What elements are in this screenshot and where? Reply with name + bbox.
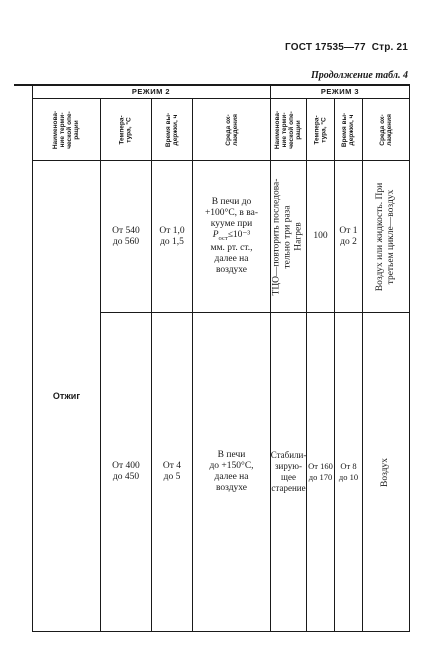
medium-line: кууме при <box>210 218 253 229</box>
table-continuation-note: Продолжение табл. 4 <box>310 70 408 81</box>
row2-m2-temp: От 400 до 450 <box>112 461 140 482</box>
col-header-medium: Среда ох- лаждения <box>224 113 239 146</box>
col-header-time: Время вы- держки, ч <box>165 112 179 147</box>
medium-line: мм. рт. ст., далее на воздухе <box>210 243 253 276</box>
medium-pressure: $P_{ост}\le 10^{-3}$ <box>212 229 251 242</box>
col-header-name-m3: Наименова- ние терми- ческой опе- рации <box>274 110 303 149</box>
row2-m3-medium: Воздух <box>380 457 391 487</box>
row1-m3-temp: 100 <box>313 231 328 241</box>
row1-m2-medium <box>193 161 270 312</box>
medium-line: +100°С, в ва- <box>204 207 259 218</box>
row2-m2-medium: В печи до +150°С, далее на воздухе <box>209 450 254 493</box>
standard-number: ГОСТ 17535—77 <box>285 42 366 53</box>
medium-line: В печи до <box>211 196 252 207</box>
col-header-time-m3: Время вы- держки, ч <box>341 112 356 147</box>
row1-m3-medium: Воздух или жидкость. При третьем цикле—воздух <box>375 182 396 291</box>
mode-2-header: РЕЖИМ 2 <box>131 87 171 96</box>
mode-3-header: РЕЖИМ 3 <box>320 87 360 96</box>
row2-m3-name: Стабили- зирую- щее старение <box>270 450 307 493</box>
col-header-medium-m3: Среда ох- лаждения <box>379 113 393 146</box>
row1-m3-name-a: ТЦО—повторить последова- тельно три раза <box>271 178 292 295</box>
row1-m2-temp: От 540 до 560 <box>112 225 140 247</box>
right-border <box>409 84 410 632</box>
page-header <box>285 42 408 53</box>
row1-m3-name-b: Нагрев <box>293 222 304 251</box>
heat-treatment-table <box>14 84 410 632</box>
row1-m2-time: От 1,0 до 1,5 <box>159 225 185 247</box>
table-bottom-border <box>32 631 410 632</box>
page-number: Стр. 21 <box>371 42 408 53</box>
row2-m3-temp: От 160 до 170 <box>308 461 333 482</box>
col-header-name: Наименова- ние терми- ческой опе- рации <box>52 110 81 149</box>
row2-m3-time: От 8 до 10 <box>338 461 359 482</box>
row1-m3-time: От 1 до 2 <box>339 225 358 247</box>
operation-name: Отжиг <box>52 390 81 401</box>
col-header-temp: Темпера- тура, °С <box>119 114 133 145</box>
row2-m2-time: От 4 до 5 <box>162 461 182 482</box>
col-header-temp-m3: Темпера- тура, °С <box>313 114 328 145</box>
